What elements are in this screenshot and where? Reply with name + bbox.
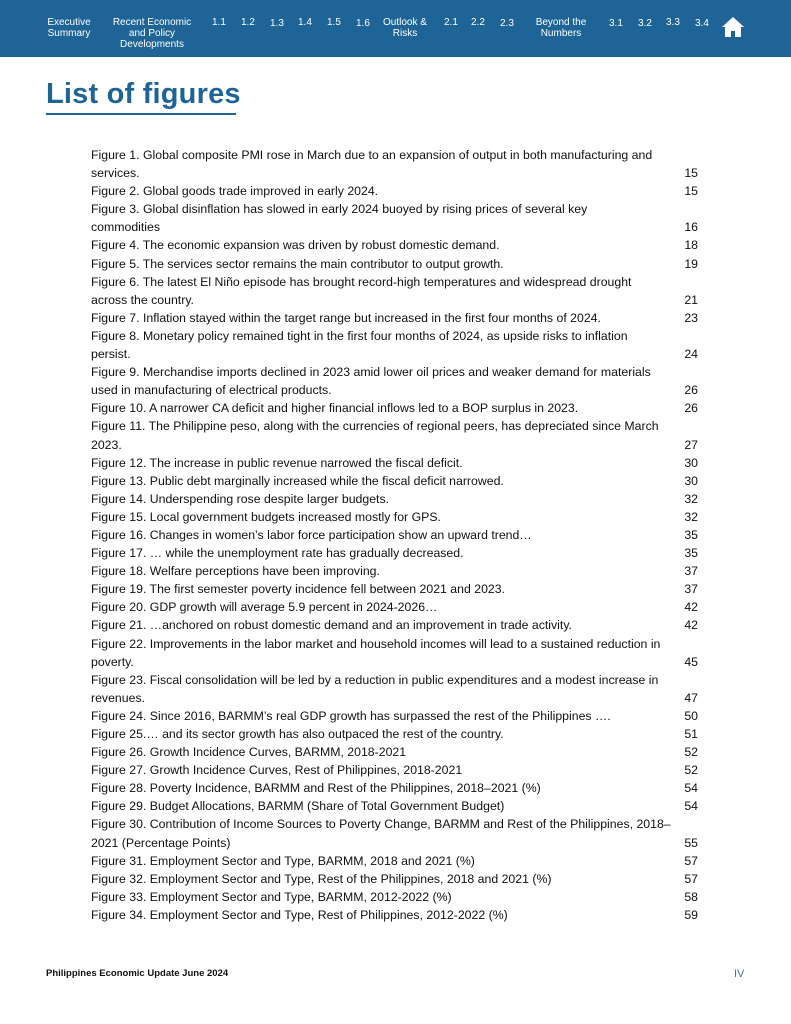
- figure-entry[interactable]: [91, 852, 698, 870]
- figure-title: Figure 4. The economic expansion was driven by robust domestic demand.: [91, 238, 500, 253]
- figure-entry[interactable]: [91, 616, 698, 634]
- figure-entry[interactable]: [91, 146, 698, 182]
- figure-entry[interactable]: [91, 182, 698, 200]
- figure-page-number: 32: [684, 491, 698, 506]
- figure-page-number: 26: [684, 401, 698, 416]
- figure-page-number: 42: [684, 600, 698, 615]
- figure-title: Figure 13. Public debt marginally increased while the fiscal deficit narrowed.: [91, 473, 504, 488]
- figure-entry[interactable]: [91, 417, 698, 453]
- figure-page-number: 51: [684, 727, 698, 741]
- figure-page-number: 54: [684, 781, 698, 796]
- figure-title-continuation: 2023.: [91, 437, 122, 452]
- figure-page-number: 18: [684, 238, 698, 253]
- figure-title: Figure 23. Fiscal consolidation will be led by a reduction in public expenditures and a modest increase in: [91, 672, 659, 687]
- figure-page-number: 45: [684, 654, 698, 669]
- figure-title-continuation: commodities: [91, 220, 161, 235]
- figure-title: Figure 2. Global goods trade improved in early 2024.: [91, 184, 379, 199]
- figure-page-number: 37: [684, 564, 698, 579]
- nav-section-3-3[interactable]: 3.3: [666, 17, 680, 28]
- nav-section-1-2[interactable]: 1.2: [241, 17, 255, 28]
- footer-page-number: IV: [734, 968, 745, 980]
- figure-entry[interactable]: [91, 635, 698, 671]
- figure-title: Figure 1. Global composite PMI rose in March due to an expansion of output in both manufacturing and: [91, 148, 653, 162]
- figure-page-number: 55: [684, 835, 698, 850]
- title-underline: [46, 113, 236, 115]
- figure-page-number: 23: [684, 310, 698, 325]
- nav-beyond-the-numbers[interactable]: Beyond the Numbers: [535, 17, 587, 39]
- figure-entry[interactable]: [91, 562, 698, 580]
- figure-entry[interactable]: [91, 779, 698, 797]
- figure-page-number: 42: [684, 618, 698, 633]
- figure-page-number: 16: [684, 220, 698, 235]
- figure-entry[interactable]: [91, 399, 698, 417]
- figure-list: [91, 146, 698, 924]
- figure-title: Figure 30. Contribution of Income Sources to Poverty Change, BARMM and Rest of the Philippines, 2018–: [91, 817, 671, 832]
- figure-title: Figure 6. The latest El Niño episode has brought record-high temperatures and widespread drought: [91, 274, 632, 289]
- figure-title: Figure 21. …anchored on robust domestic demand and an improvement in trade activity.: [91, 618, 572, 633]
- figure-entry[interactable]: [91, 870, 698, 888]
- figure-entry[interactable]: [91, 544, 698, 562]
- figure-page-number: 24: [684, 347, 698, 362]
- figure-entry[interactable]: [91, 200, 698, 236]
- figure-page-number: 47: [684, 690, 698, 705]
- figure-title: Figure 33. Employment Sector and Type, BARMM, 2012-2022 (%): [91, 889, 452, 904]
- figure-entry[interactable]: [91, 671, 698, 707]
- figure-title: Figure 27. Growth Incidence Curves, Rest of Philippines, 2018-2021: [91, 763, 463, 778]
- figure-title: Figure 9. Merchandise imports declined in 2023 amid lower oil prices and weaker demand for materials: [91, 365, 651, 380]
- figure-title-continuation: persist.: [91, 347, 131, 362]
- figure-title-continuation: poverty.: [91, 654, 134, 669]
- nav-section-3-1[interactable]: 3.1: [609, 18, 623, 29]
- top-navigation-bar: [0, 0, 791, 57]
- figure-page-number: 30: [684, 473, 698, 488]
- figure-entry[interactable]: [91, 508, 698, 526]
- figure-title-continuation: services.: [91, 166, 140, 181]
- figure-title: Figure 22. Improvements in the labor market and household incomes will lead to a sustained reduction in: [91, 636, 661, 651]
- nav-section-1-3[interactable]: 1.3: [270, 18, 284, 29]
- figure-entry[interactable]: [91, 888, 698, 906]
- nav-section-1-5[interactable]: 1.5: [327, 17, 341, 28]
- nav-section-2-3[interactable]: 2.3: [500, 18, 514, 29]
- figure-entry[interactable]: [91, 363, 698, 399]
- figure-title: Figure 32. Employment Sector and Type, Rest of the Philippines, 2018 and 2021 (%): [91, 871, 552, 886]
- figure-title: Figure 17. … while the unemployment rate has gradually decreased.: [91, 546, 464, 561]
- figure-title: Figure 16. Changes in women’s labor force participation show an upward trend…: [91, 527, 532, 542]
- figure-title: Figure 26. Growth Incidence Curves, BARMM, 2018-2021: [91, 745, 407, 760]
- figure-entry[interactable]: [91, 454, 698, 472]
- figure-title: Figure 14. Underspending rose despite larger budgets.: [91, 491, 390, 506]
- figure-title: Figure 31. Employment Sector and Type, BARMM, 2018 and 2021 (%): [91, 853, 475, 868]
- page-title: List of figures: [46, 78, 241, 110]
- nav-outlook-risks[interactable]: Outlook & Risks: [383, 17, 427, 39]
- figure-entry[interactable]: [91, 309, 698, 327]
- figure-page-number: 21: [684, 292, 698, 307]
- figure-page-number: 58: [684, 889, 698, 904]
- figure-title-continuation: revenues.: [91, 690, 146, 705]
- figure-page-number: 57: [684, 871, 698, 886]
- figure-page-number: 59: [684, 907, 698, 922]
- figure-title: Figure 25.… and its sector growth has also outpaced the rest of the country.: [91, 727, 504, 741]
- nav-section-3-4[interactable]: 3.4: [695, 18, 709, 29]
- figure-entry[interactable]: [91, 725, 698, 743]
- nav-section-1-1[interactable]: 1.1: [212, 17, 226, 28]
- figure-page-number: 26: [684, 383, 698, 398]
- figure-entry[interactable]: [91, 815, 698, 851]
- figure-page-number: 50: [684, 708, 698, 723]
- figure-title: Figure 8. Monetary policy remained tight in the first four months of 2024, as upside risks to inflation: [91, 328, 628, 343]
- figure-title: Figure 3. Global disinflation has slowed in early 2024 buoyed by rising prices of several key: [91, 202, 588, 217]
- figure-title-continuation: used in manufacturing of electrical products.: [91, 383, 332, 398]
- figure-title: Figure 20. GDP growth will average 5.9 percent in 2024-2026…: [91, 600, 438, 615]
- figure-entry[interactable]: [91, 743, 698, 761]
- figure-entry[interactable]: [91, 761, 698, 779]
- figure-title: Figure 10. A narrower CA deficit and higher financial inflows led to a BOP surplus in 2023.: [91, 401, 579, 416]
- figure-title: Figure 18. Welfare perceptions have been improving.: [91, 564, 380, 579]
- nav-section-3-2[interactable]: 3.2: [638, 18, 652, 29]
- figure-page-number: 19: [684, 256, 698, 271]
- figure-title: Figure 11. The Philippine peso, along with the currencies of regional peers, has depreciated since March: [91, 419, 659, 434]
- figure-page-number: 57: [684, 853, 698, 868]
- nav-section-1-4[interactable]: 1.4: [298, 17, 312, 28]
- figure-title: Figure 28. Poverty Incidence, BARMM and Rest of the Philippines, 2018–2021 (%): [91, 781, 541, 796]
- figure-entry[interactable]: [91, 255, 698, 273]
- figure-entry[interactable]: [91, 526, 698, 544]
- figure-title: Figure 29. Budget Allocations, BARMM (Share of Total Government Budget): [91, 799, 505, 814]
- figure-page-number: 35: [684, 527, 698, 542]
- figure-title: Figure 12. The increase in public revenue narrowed the fiscal deficit.: [91, 455, 463, 470]
- figure-page-number: 27: [684, 437, 698, 452]
- nav-recent-economic[interactable]: Recent Economic and Policy Developments: [112, 17, 192, 50]
- figure-title: Figure 7. Inflation stayed within the target range but increased in the first four months of 2024.: [91, 310, 601, 325]
- figure-page-number: 52: [684, 763, 698, 778]
- figure-entry[interactable]: [91, 906, 698, 924]
- figure-page-number: 37: [684, 582, 698, 597]
- figure-title-continuation: across the country.: [91, 292, 194, 307]
- footer-publication-title: Philippines Economic Update June 2024: [46, 968, 229, 979]
- figure-entry[interactable]: [91, 598, 698, 616]
- figure-page-number: 52: [684, 745, 698, 760]
- figure-title: Figure 34. Employment Sector and Type, Rest of Philippines, 2012-2022 (%): [91, 907, 508, 922]
- figure-page-number: 54: [684, 799, 698, 814]
- home-icon[interactable]: [721, 16, 745, 38]
- figure-page-number: 32: [684, 509, 698, 524]
- figure-entry[interactable]: [91, 797, 698, 815]
- figure-entry[interactable]: [91, 472, 698, 490]
- nav-executive-summary[interactable]: Executive Summary: [47, 17, 91, 39]
- nav-section-2-2[interactable]: 2.2: [471, 17, 485, 28]
- nav-section-1-6[interactable]: 1.6: [356, 18, 370, 29]
- figure-entry[interactable]: [91, 580, 698, 598]
- figure-title: Figure 19. The first semester poverty incidence fell between 2021 and 2023.: [91, 582, 506, 597]
- figure-entry[interactable]: [91, 273, 698, 309]
- figure-page-number: 30: [684, 455, 698, 470]
- figure-page-number: 15: [684, 184, 698, 199]
- figure-entry[interactable]: [91, 236, 698, 254]
- figure-entry[interactable]: [91, 327, 698, 363]
- figure-entry[interactable]: [91, 707, 698, 725]
- figure-entry[interactable]: [91, 490, 698, 508]
- figure-title: Figure 15. Local government budgets increased mostly for GPS.: [91, 509, 441, 524]
- figure-title: Figure 5. The services sector remains the main contributor to output growth.: [91, 256, 504, 271]
- figure-page-number: 35: [684, 546, 698, 561]
- figure-title: Figure 24. Since 2016, BARMM’s real GDP growth has surpassed the rest of the Philippines ….: [91, 708, 611, 723]
- figure-page-number: 15: [684, 166, 698, 181]
- nav-section-2-1[interactable]: 2.1: [444, 17, 458, 28]
- figure-title-continuation: 2021 (Percentage Points): [91, 835, 231, 850]
